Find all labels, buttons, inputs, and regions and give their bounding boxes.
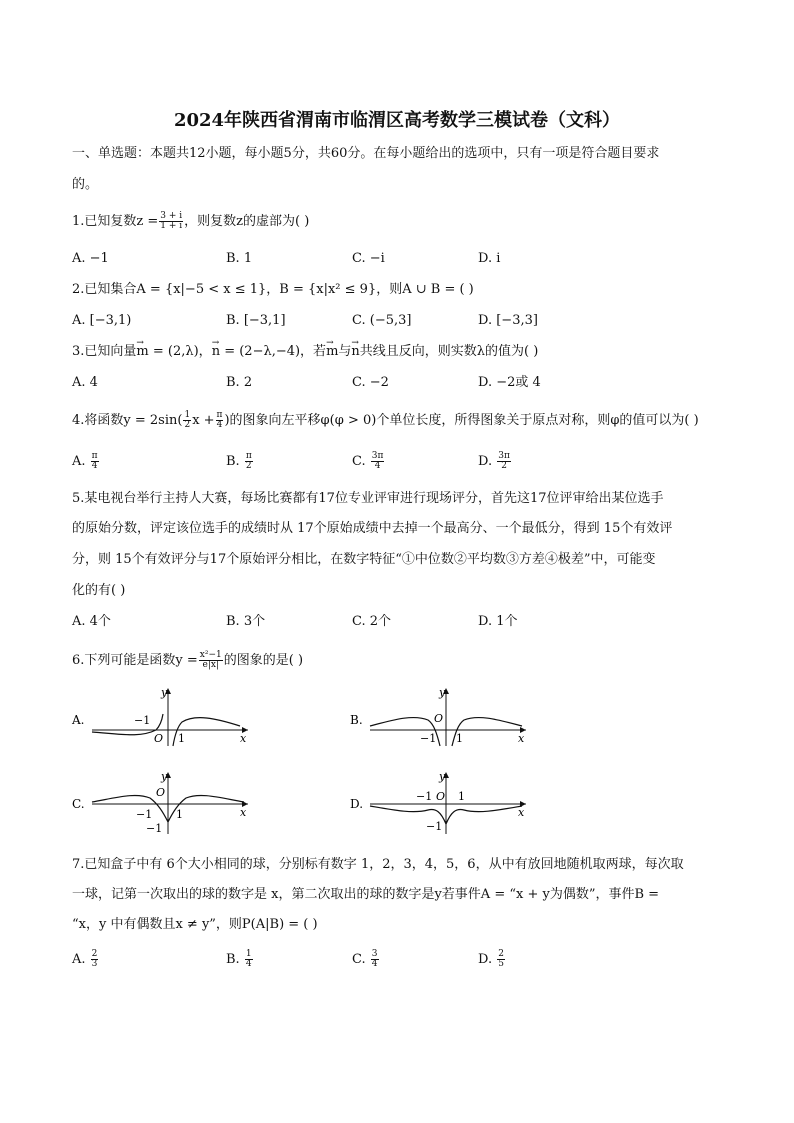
q1-fraction bbox=[159, 212, 183, 231]
q1-option-d: D. i bbox=[478, 251, 501, 266]
q4-pre: 4.将函数y = 2sin( bbox=[72, 413, 183, 428]
graph-a-origin: O bbox=[154, 732, 164, 745]
q7-d-den: 5 bbox=[498, 959, 504, 969]
q4-option-a bbox=[72, 452, 100, 471]
q1-post: ，则复数z的虚部为( ) bbox=[184, 214, 310, 229]
q4-frac1-num: 1 bbox=[184, 410, 191, 420]
vector-m-2: → m bbox=[326, 344, 338, 360]
q4-b-den: 2 bbox=[245, 461, 252, 471]
q3-option-a: A. 4 bbox=[72, 375, 98, 390]
graph-d bbox=[348, 764, 538, 836]
question-3 bbox=[72, 344, 538, 360]
q3-option-d: D. −2或 4 bbox=[478, 375, 541, 390]
q7-option-c bbox=[352, 950, 380, 969]
q4-frac1-den: 2 bbox=[184, 420, 191, 430]
q7-a-den: 3 bbox=[91, 959, 98, 969]
q2-option-c: C. (−5,3] bbox=[352, 313, 412, 328]
q5-line2: 的原始分数，评定该位选手的成绩时从 17个原始成绩中去掉一个最高分、一个最低分，得到 15个有效评 bbox=[72, 521, 673, 536]
graph-b-origin: O bbox=[434, 712, 444, 725]
q4-post: )的图象向左平移φ(φ > 0)个单位长度，所得图象关于原点对称，则φ的值可以为( ) bbox=[224, 413, 699, 428]
graph-b-y-label: y bbox=[439, 686, 446, 699]
q1-frac-num: 3 + i bbox=[160, 211, 183, 221]
q7-option-b bbox=[226, 950, 254, 969]
q5-option-c: C. 2个 bbox=[352, 614, 392, 629]
q1-pre: 1.已知复数z = bbox=[72, 214, 159, 229]
q3-post: 共线且反向，则实数λ的值为( ) bbox=[359, 344, 539, 359]
graph-c-x-label: x bbox=[240, 806, 247, 819]
graph-a-curve-left bbox=[92, 714, 163, 735]
q4-option-c bbox=[352, 452, 385, 471]
graph-b-label: B. bbox=[350, 713, 363, 727]
q5-option-d: D. 1个 bbox=[478, 614, 518, 629]
q4-c-label: C. bbox=[352, 454, 366, 469]
q3-mid3: 与 bbox=[338, 344, 352, 359]
q4-d-num: 3π bbox=[498, 451, 510, 461]
q7-option-d bbox=[478, 950, 506, 969]
graph-a-y-label: y bbox=[161, 686, 168, 699]
q5-line1: 5.某电视台举行主持人大赛，每场比赛都有17位专业评审进行现场评分，首先这17位评审给出某位选手 bbox=[72, 491, 664, 506]
q4-d-den: 2 bbox=[501, 461, 507, 471]
q4-b-num: π bbox=[245, 451, 252, 461]
q5-option-a: A. 4个 bbox=[72, 614, 111, 629]
q4-a-num: π bbox=[91, 451, 98, 461]
q3-option-b: B. 2 bbox=[226, 375, 253, 390]
graph-a-neg-one: −1 bbox=[134, 714, 151, 727]
page-title: 2024年陕西省渭南市临渭区高考数学三模试卷（文科） bbox=[173, 110, 621, 131]
graph-a-one: 1 bbox=[178, 732, 185, 745]
graph-b bbox=[348, 680, 538, 750]
graph-c bbox=[70, 764, 260, 836]
q3-mid2: = (2−λ,−4)，若 bbox=[220, 344, 327, 359]
graph-c-label: C. bbox=[72, 797, 85, 811]
q5-line4: 化的有( ) bbox=[72, 583, 126, 598]
q7-option-a bbox=[72, 950, 99, 969]
q3-option-c: C. −2 bbox=[352, 375, 389, 390]
q6-pre: 6.下列可能是函数y = bbox=[72, 653, 198, 668]
q6-frac-den: e|x| bbox=[202, 660, 219, 670]
q4-frac2-num: π bbox=[216, 410, 223, 420]
graph-d-x-label: x bbox=[518, 806, 525, 819]
vector-n-2: → n bbox=[351, 344, 359, 360]
vector-n: → n bbox=[212, 344, 220, 360]
q1-option-a: A. −1 bbox=[72, 251, 109, 266]
question-4 bbox=[72, 411, 699, 430]
q7-d-label: D. bbox=[478, 952, 493, 967]
q1-option-b: B. 1 bbox=[226, 251, 253, 266]
q4-mid: x + bbox=[192, 413, 215, 428]
graph-d-label: D. bbox=[350, 797, 364, 811]
graph-b-x-label: x bbox=[518, 732, 525, 745]
q7-b-den: 4 bbox=[245, 959, 252, 969]
graph-b-one: 1 bbox=[456, 732, 463, 745]
q7-line1: 7.已知盒子中有 6个大小相同的球，分别标有数字 1，2，3，4，5，6，从中有放回地随机取两球，每次取 bbox=[72, 857, 684, 872]
q4-d-label: D. bbox=[478, 454, 493, 469]
vector-m: → m bbox=[136, 344, 148, 360]
section-header-line1: 一、单选题：本题共12小题，每小题5分，共60分。在每小题给出的选项中，只有一项是符合题目要求 bbox=[72, 146, 660, 161]
q4-b-label: B. bbox=[226, 454, 240, 469]
q5-line3: 分，则 15个有效评分与17个原始评分相比，在数字特征“①中位数②平均数③方差④极差”中，可能变 bbox=[72, 552, 656, 567]
q7-line2: 一球，记第一次取出的球的数字是 x，第二次取出的球的数字是y若事件A = “x + y为偶数”，事件B = bbox=[72, 887, 660, 902]
question-2: 2.已知集合A = {x|−5 < x ≤ 1}，B = {x|x² ≤ 9}，则A ∪ B = ( ) bbox=[72, 282, 474, 297]
graph-a-label: A. bbox=[72, 713, 85, 727]
graph-d-origin: O bbox=[436, 790, 446, 803]
q4-option-d bbox=[478, 452, 512, 471]
graph-c-neg-one-y: −1 bbox=[146, 822, 163, 835]
q7-b-num: 1 bbox=[245, 949, 252, 959]
q4-option-b bbox=[226, 452, 254, 471]
q7-c-label: C. bbox=[352, 952, 366, 967]
graph-b-neg-one: −1 bbox=[420, 732, 437, 745]
graph-d-neg-one-y: −1 bbox=[426, 820, 443, 833]
q3-pre: 3.已知向量 bbox=[72, 344, 137, 359]
q7-a-label: A. bbox=[72, 952, 86, 967]
graph-a-x-label: x bbox=[240, 732, 247, 745]
graph-c-origin: O bbox=[156, 786, 166, 799]
question-6 bbox=[72, 651, 303, 670]
graph-c-neg-one-x: −1 bbox=[136, 808, 153, 821]
q4-frac2-den: 4 bbox=[216, 420, 223, 430]
q1-option-c: C. −i bbox=[352, 251, 385, 266]
q7-c-num: 3 bbox=[371, 949, 378, 959]
graph-c-y-label: y bbox=[161, 770, 168, 783]
q6-fraction bbox=[199, 651, 223, 670]
q7-a-num: 2 bbox=[91, 949, 98, 959]
q4-frac1 bbox=[183, 411, 191, 430]
graph-d-one: 1 bbox=[458, 790, 465, 803]
graph-d-neg-one-x: −1 bbox=[416, 790, 433, 803]
q4-c-num: 3π bbox=[371, 451, 384, 461]
q1-frac-den: 1 + i bbox=[160, 221, 183, 231]
q2-option-a: A. [−3,1) bbox=[72, 313, 132, 328]
q3-mid1: = (2,λ)， bbox=[148, 344, 212, 359]
q4-frac2 bbox=[216, 411, 224, 430]
q6-post: 的图象的是( ) bbox=[223, 653, 304, 668]
graph-d-y-label: y bbox=[439, 770, 446, 783]
q7-b-label: B. bbox=[226, 952, 240, 967]
graph-c-one: 1 bbox=[176, 808, 183, 821]
q2-option-d: D. [−3,3] bbox=[478, 313, 538, 328]
question-1 bbox=[72, 212, 309, 231]
q7-line3: “x，y 中有偶数且x ≠ y”，则P(A|B) = ( ) bbox=[72, 917, 318, 932]
q4-c-den: 4 bbox=[374, 461, 381, 471]
section-header-line2: 的。 bbox=[72, 177, 99, 192]
q4-a-label: A. bbox=[72, 454, 86, 469]
q6-frac-num: x²−1 bbox=[199, 650, 222, 660]
q7-d-num: 2 bbox=[498, 949, 504, 959]
graph-a bbox=[70, 680, 260, 750]
q4-a-den: 4 bbox=[91, 461, 98, 471]
q7-c-den: 4 bbox=[371, 959, 378, 969]
q5-option-b: B. 3个 bbox=[226, 614, 266, 629]
q2-option-b: B. [−3,1] bbox=[226, 313, 286, 328]
